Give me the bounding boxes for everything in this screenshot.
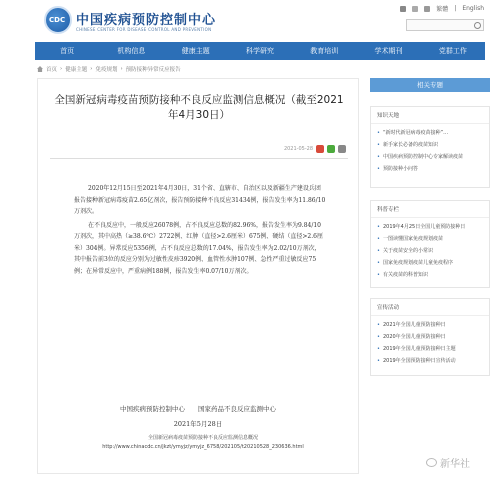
site-subtitle: CHINESE CENTER FOR DISEASE CONTROL AND PREVENTION [76,27,212,32]
site-header [0,0,500,40]
separator: | [454,5,457,12]
site-name[interactable]: 中国疾病预防控制中心 [76,13,217,28]
english-link[interactable]: English [462,5,484,12]
list-item[interactable]: • 中国疾病预防控制中心专家解读疫苗 [377,151,483,163]
logo-text: CDC [49,16,66,24]
sign-orgs: 中国疾病预防控制中心 国家药品不良反应监测中心 [120,405,276,413]
list-item[interactable]: • 2019年4月25日全国儿童预防接种日 [377,221,483,233]
main-nav [35,42,485,60]
article-meta [284,145,346,153]
nav-health-topics[interactable]: 健康主题 [181,47,210,55]
weibo-icon[interactable] [316,145,324,153]
search-icon[interactable] [474,22,481,29]
print-icon[interactable] [338,145,346,153]
nav-party[interactable]: 党群工作 [438,47,467,55]
signature [78,402,318,432]
share-icon[interactable] [424,6,430,12]
source-url[interactable]: http://www.chinacdc.cn/jkzt/ymyjz/ymyjz_6758/202105/t20210528_230636.html [102,444,304,450]
search-input[interactable] [406,19,484,31]
cdc-logo[interactable] [44,6,72,34]
source [78,434,328,452]
list-item[interactable]: • 新手家长必备的疫苗知识 [377,139,483,151]
crumb-report[interactable]: 预防接种异常反应报告 [125,67,181,73]
watermark-text: 新华社 [440,459,470,470]
box-title: 知识天地 [371,107,489,124]
nav-institution[interactable]: 机构信息 [117,47,146,55]
list-item[interactable]: • 2021年全国儿童预防接种日 [377,319,483,331]
sidebar-box-knowledge [370,106,490,188]
sign-date: 2021年5月28日 [173,420,223,428]
list-item[interactable]: • “新时代新冠病毒疫苗接种”… [377,127,483,139]
article [37,78,359,474]
breadcrumb: 首页 › 健康主题 › 免疫规划 › 预防接种异常反应报告 [37,65,181,73]
top-links [400,4,484,13]
sidebar-box-campaigns [370,298,490,376]
article-title: 全国新冠病毒疫苗预防接种不良反应监测信息概况（截至2021年4月30日） [54,94,344,121]
crumb-home[interactable]: 首页 [46,67,58,73]
list-item[interactable]: • 关于疫苗安全的小常识 [377,245,483,257]
crumb-immunization[interactable]: 免疫规划 [95,67,118,73]
home-icon[interactable] [400,6,406,12]
source-title[interactable]: 全国新冠病毒疫苗预防接种不良反应监测信息概况 [147,435,258,441]
paragraph: 在不良反应中，一般反应26078例，占不良反应总数的82.96%，报告发生率为9.84/10万剂次，其中高热（≥38.6℃）2722例、红肿（直径>2.6厘米）675例、硬结（直径>2.6厘米）304例。异常反应5356例，占不良反应总数的17.04%，报告发生率为2.02/10万剂次，其中报告前3位的反应分别为过敏性皮疹3920例、血管性水肿107例、急性严重过敏反应75例；在异常反应中，严重病例188例，报告发生率0.07/10万剂次。 [74,221,323,275]
nav-education[interactable]: 教育培训 [310,47,339,55]
traditional-link[interactable]: 繁體 [436,6,449,13]
nav-research[interactable]: 科学研究 [245,47,274,55]
weibo-icon [426,458,437,467]
box-title: 科普专栏 [371,201,489,218]
sidebar [370,78,490,92]
box-title: 宣传活动 [371,299,489,316]
list-item[interactable]: • 2019年全国儿童预防接种日主题 [377,343,483,355]
crumb-health[interactable]: 健康主题 [65,67,88,73]
nav-home[interactable]: 首页 [60,47,75,55]
list-item[interactable]: • 一图读懂国家免疫规划疫苗 [377,233,483,245]
nav-journals[interactable]: 学术期刊 [374,47,403,55]
list-item[interactable]: • 2019年全国预防接种日宣传活动 [377,355,483,367]
article-body [74,183,326,279]
list-item[interactable]: • 2020年全国儿童预防接种日 [377,331,483,343]
list-item[interactable]: • 预防接种小问答 [377,163,483,175]
sidebar-box-science [370,200,490,288]
list-item[interactable]: • 国家免疫规划疫苗儿童免疫程序 [377,257,483,269]
paragraph: 2020年12月15日至2021年4月30日，31个省、直辖市、自治区以及新疆生产建设兵团报告接种新冠病毒疫苗2.65亿剂次，报告预防接种不良反应31434例，报告发生率为11.86/10万剂次。 [74,185,326,215]
title-divider [50,158,348,159]
watermark [426,455,470,470]
sidebar-header: 相关专题 [370,78,490,92]
article-date: 2021-05-28 [283,146,313,152]
home-icon [37,66,43,72]
list-item[interactable]: • 有关疫苗的科普知识 [377,269,483,281]
wechat-icon[interactable] [327,145,335,153]
mail-icon[interactable] [412,6,418,12]
